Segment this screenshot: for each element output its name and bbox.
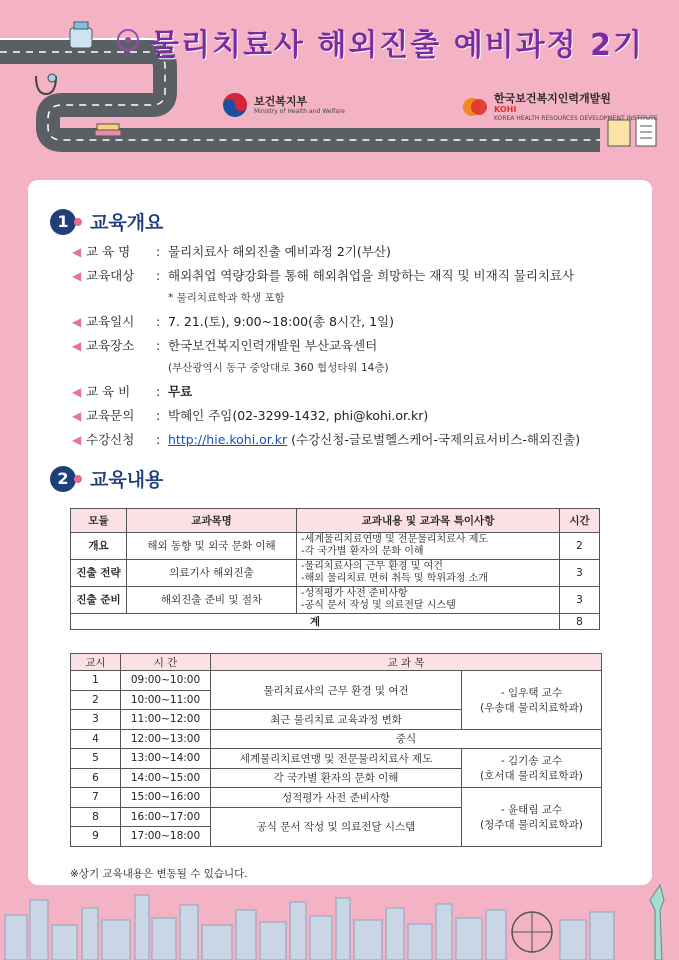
subject-cell: 중식 xyxy=(211,729,602,749)
time-cell: 14:00~15:00 xyxy=(121,768,211,788)
period-cell: 1 xyxy=(71,671,121,691)
module-cell: 개요 xyxy=(71,533,127,560)
instructor-cell: - 윤태림 교수 (청주대 물리치료학과) xyxy=(462,788,602,847)
period-cell: 9 xyxy=(71,827,121,847)
kohi-flame-icon xyxy=(462,95,488,119)
instructor-cell: - 임우택 교수 (우송대 물리치료학과) xyxy=(462,671,602,730)
bullet-icon: ◀ xyxy=(72,339,82,353)
list-item: ◀ 수강신청 : http://hie.kohi.or.kr (수강신청-글로벌헬스케어-국제의료서비스-해외진출) xyxy=(72,430,642,454)
kohi-name: 한국보건복지인력개발원 xyxy=(494,92,611,105)
period-cell: 7 xyxy=(71,788,121,808)
item-label: 교육일시 xyxy=(86,314,135,329)
period-cell: 2 xyxy=(71,690,121,710)
bullet-icon: ◀ xyxy=(72,385,82,399)
instructor-cell: - 김기송 교수 (호서대 물리치료학과) xyxy=(462,749,602,788)
mohw-logo xyxy=(222,92,345,118)
time-cell: 11:00~12:00 xyxy=(121,710,211,730)
item-label: 교육장소 xyxy=(86,338,135,353)
period-cell: 3 xyxy=(71,710,121,730)
table-row xyxy=(71,788,602,808)
period-cell: 6 xyxy=(71,768,121,788)
table-row xyxy=(71,749,602,769)
subject-cell: 성적평가 사전 준비사항 xyxy=(211,788,462,808)
list-item: ◀ 교육일시 : 7. 21.(토), 9:00~18:00(총 8시간, 1일) xyxy=(72,312,642,336)
list-item: ◀ 교육문의 : 박혜인 주임(02-3299-1432, phi@kohi.or.kr) xyxy=(72,406,642,430)
item-label: 교육문의 xyxy=(86,408,135,423)
section-content-heading xyxy=(50,465,163,492)
registration-link[interactable]: http://hie.kohi.or.kr xyxy=(168,432,288,447)
item-label: 교 육 명 xyxy=(86,244,131,259)
column-header: 교시 xyxy=(71,654,121,671)
period-cell: 8 xyxy=(71,807,121,827)
item-value: 해외취업 역량강화를 통해 해외취업을 희망하는 재직 및 비재직 물리치료사 xyxy=(168,268,575,283)
item-label: 교육대상 xyxy=(86,268,135,283)
table-row xyxy=(71,560,600,587)
column-header: 모듈 xyxy=(71,509,127,533)
subject-cell: 의료기사 해외진출 xyxy=(127,560,297,587)
table-row xyxy=(71,729,602,749)
kohi-logo xyxy=(462,92,658,122)
time-cell: 12:00~13:00 xyxy=(121,729,211,749)
subject-cell: 해외진출 준비 및 절차 xyxy=(127,587,297,614)
place-note: (부산광역시 동구 중앙대로 360 협성타워 14층) xyxy=(168,362,389,374)
schedule-table xyxy=(70,653,602,847)
time-cell: 17:00~18:00 xyxy=(121,827,211,847)
bullet-icon: ◀ xyxy=(72,269,82,283)
module-table xyxy=(70,508,600,630)
section-number-badge: 2 xyxy=(50,466,76,492)
mohw-name: 보건복지부 xyxy=(254,94,308,108)
column-header: 교과내용 및 교과목 특이사항 xyxy=(297,509,560,533)
table-row xyxy=(71,587,600,614)
section-title: 교육내용 xyxy=(90,469,164,491)
table-row xyxy=(71,671,602,691)
subject-cell: 최근 물리치료 교육과정 변화 xyxy=(211,710,462,730)
subject-cell: 물리치료사의 근무 환경 및 여건 xyxy=(211,671,462,710)
hours-cell: 3 xyxy=(560,560,600,587)
item-value: 7. 21.(토), 9:00~18:00(총 8시간, 1일) xyxy=(168,314,395,329)
subject-cell: 공식 문서 작성 및 의료전달 시스템 xyxy=(211,807,462,846)
kohi-abbr: KOHI xyxy=(494,105,517,115)
section-title: 교육개요 xyxy=(90,212,164,234)
hours-cell: 2 xyxy=(560,533,600,560)
target-note: * 물리치료학과 학생 포함 xyxy=(168,292,285,304)
period-cell: 5 xyxy=(71,749,121,769)
column-header: 시간 xyxy=(560,509,600,533)
item-value: 무료 xyxy=(168,384,193,399)
bullet-icon: ◀ xyxy=(72,409,82,423)
page-title: 물리치료사 해외진출 예비과정 2기 xyxy=(150,28,644,63)
list-item: ◀ 교육대상 : 해외취업 역량강화를 통해 해외취업을 희망하는 재직 및 비재직 물리치료사 xyxy=(72,266,642,290)
bullet-icon: ◀ xyxy=(72,245,82,259)
overview-list xyxy=(72,242,642,454)
time-cell: 09:00~10:00 xyxy=(121,671,211,691)
table-row xyxy=(71,533,600,560)
item-value: 박혜인 주임(02-3299-1432, phi@kohi.or.kr) xyxy=(168,408,429,423)
content-cell: -성적평가 사전 준비사항 -공식 문서 작성 및 의료전달 시스템 xyxy=(297,587,560,614)
subject-cell: 세계물리치료연맹 및 전문물리치료사 제도 xyxy=(211,749,462,769)
total-label: 계 xyxy=(71,614,560,630)
kohi-subtitle: KOREA HEALTH RESOURCES DEVELOPMENT INSTITUTE xyxy=(494,114,658,122)
city-skyline-decoration xyxy=(0,880,679,960)
header xyxy=(0,0,679,170)
item-label: 교 육 비 xyxy=(86,384,131,399)
content-cell: -세계물리치료연맹 및 전문물리치료사 제도 -각 국가별 환자의 문화 이해 xyxy=(297,533,560,560)
total-value: 8 xyxy=(560,614,600,630)
item-label: 수강신청 xyxy=(86,432,135,447)
hours-cell: 3 xyxy=(560,587,600,614)
bullet-icon: ◀ xyxy=(72,315,82,329)
time-cell: 16:00~17:00 xyxy=(121,807,211,827)
taegeuk-icon xyxy=(222,92,248,118)
column-header: 시 간 xyxy=(121,654,211,671)
item-value: 물리치료사 해외진출 예비과정 2기(부산) xyxy=(168,244,391,259)
section-overview-heading xyxy=(50,208,163,235)
subject-cell: 해외 동향 및 외국 문화 이해 xyxy=(127,533,297,560)
time-cell: 15:00~16:00 xyxy=(121,788,211,808)
column-header: 교 과 목 xyxy=(211,654,602,671)
list-item: ◀ 교육장소 : 한국보건복지인력개발원 부산교육센터 xyxy=(72,336,642,360)
mohw-subtitle: Ministry of Health and Welfare xyxy=(254,108,345,115)
item-value: 한국보건복지인력개발원 부산교육센터 xyxy=(168,338,378,353)
registration-path: (수강신청-글로벌헬스케어-국제의료서비스-해외진출) xyxy=(291,432,581,447)
time-cell: 13:00~14:00 xyxy=(121,749,211,769)
content-card xyxy=(28,180,652,885)
time-cell: 10:00~11:00 xyxy=(121,690,211,710)
bullet-icon: ◀ xyxy=(72,433,82,447)
module-cell: 진출 준비 xyxy=(71,587,127,614)
period-cell: 4 xyxy=(71,729,121,749)
section-number-badge: 1 xyxy=(50,209,76,235)
list-item: ◀ 교 육 명 : 물리치료사 해외진출 예비과정 2기(부산) xyxy=(72,242,642,266)
list-item: ◀ 교 육 비 : 무료 xyxy=(72,382,642,406)
content-cell: -물리치료사의 근무 환경 및 여건 -해외 물리치료 면허 취득 및 학위과정 소개 xyxy=(297,560,560,587)
table-row xyxy=(71,614,600,630)
footnote: ※상기 교육내용은 변동될 수 있습니다. xyxy=(70,868,248,880)
module-cell: 진출 전략 xyxy=(71,560,127,587)
column-header: 교과목명 xyxy=(127,509,297,533)
subject-cell: 각 국가별 환자의 문화 이해 xyxy=(211,768,462,788)
